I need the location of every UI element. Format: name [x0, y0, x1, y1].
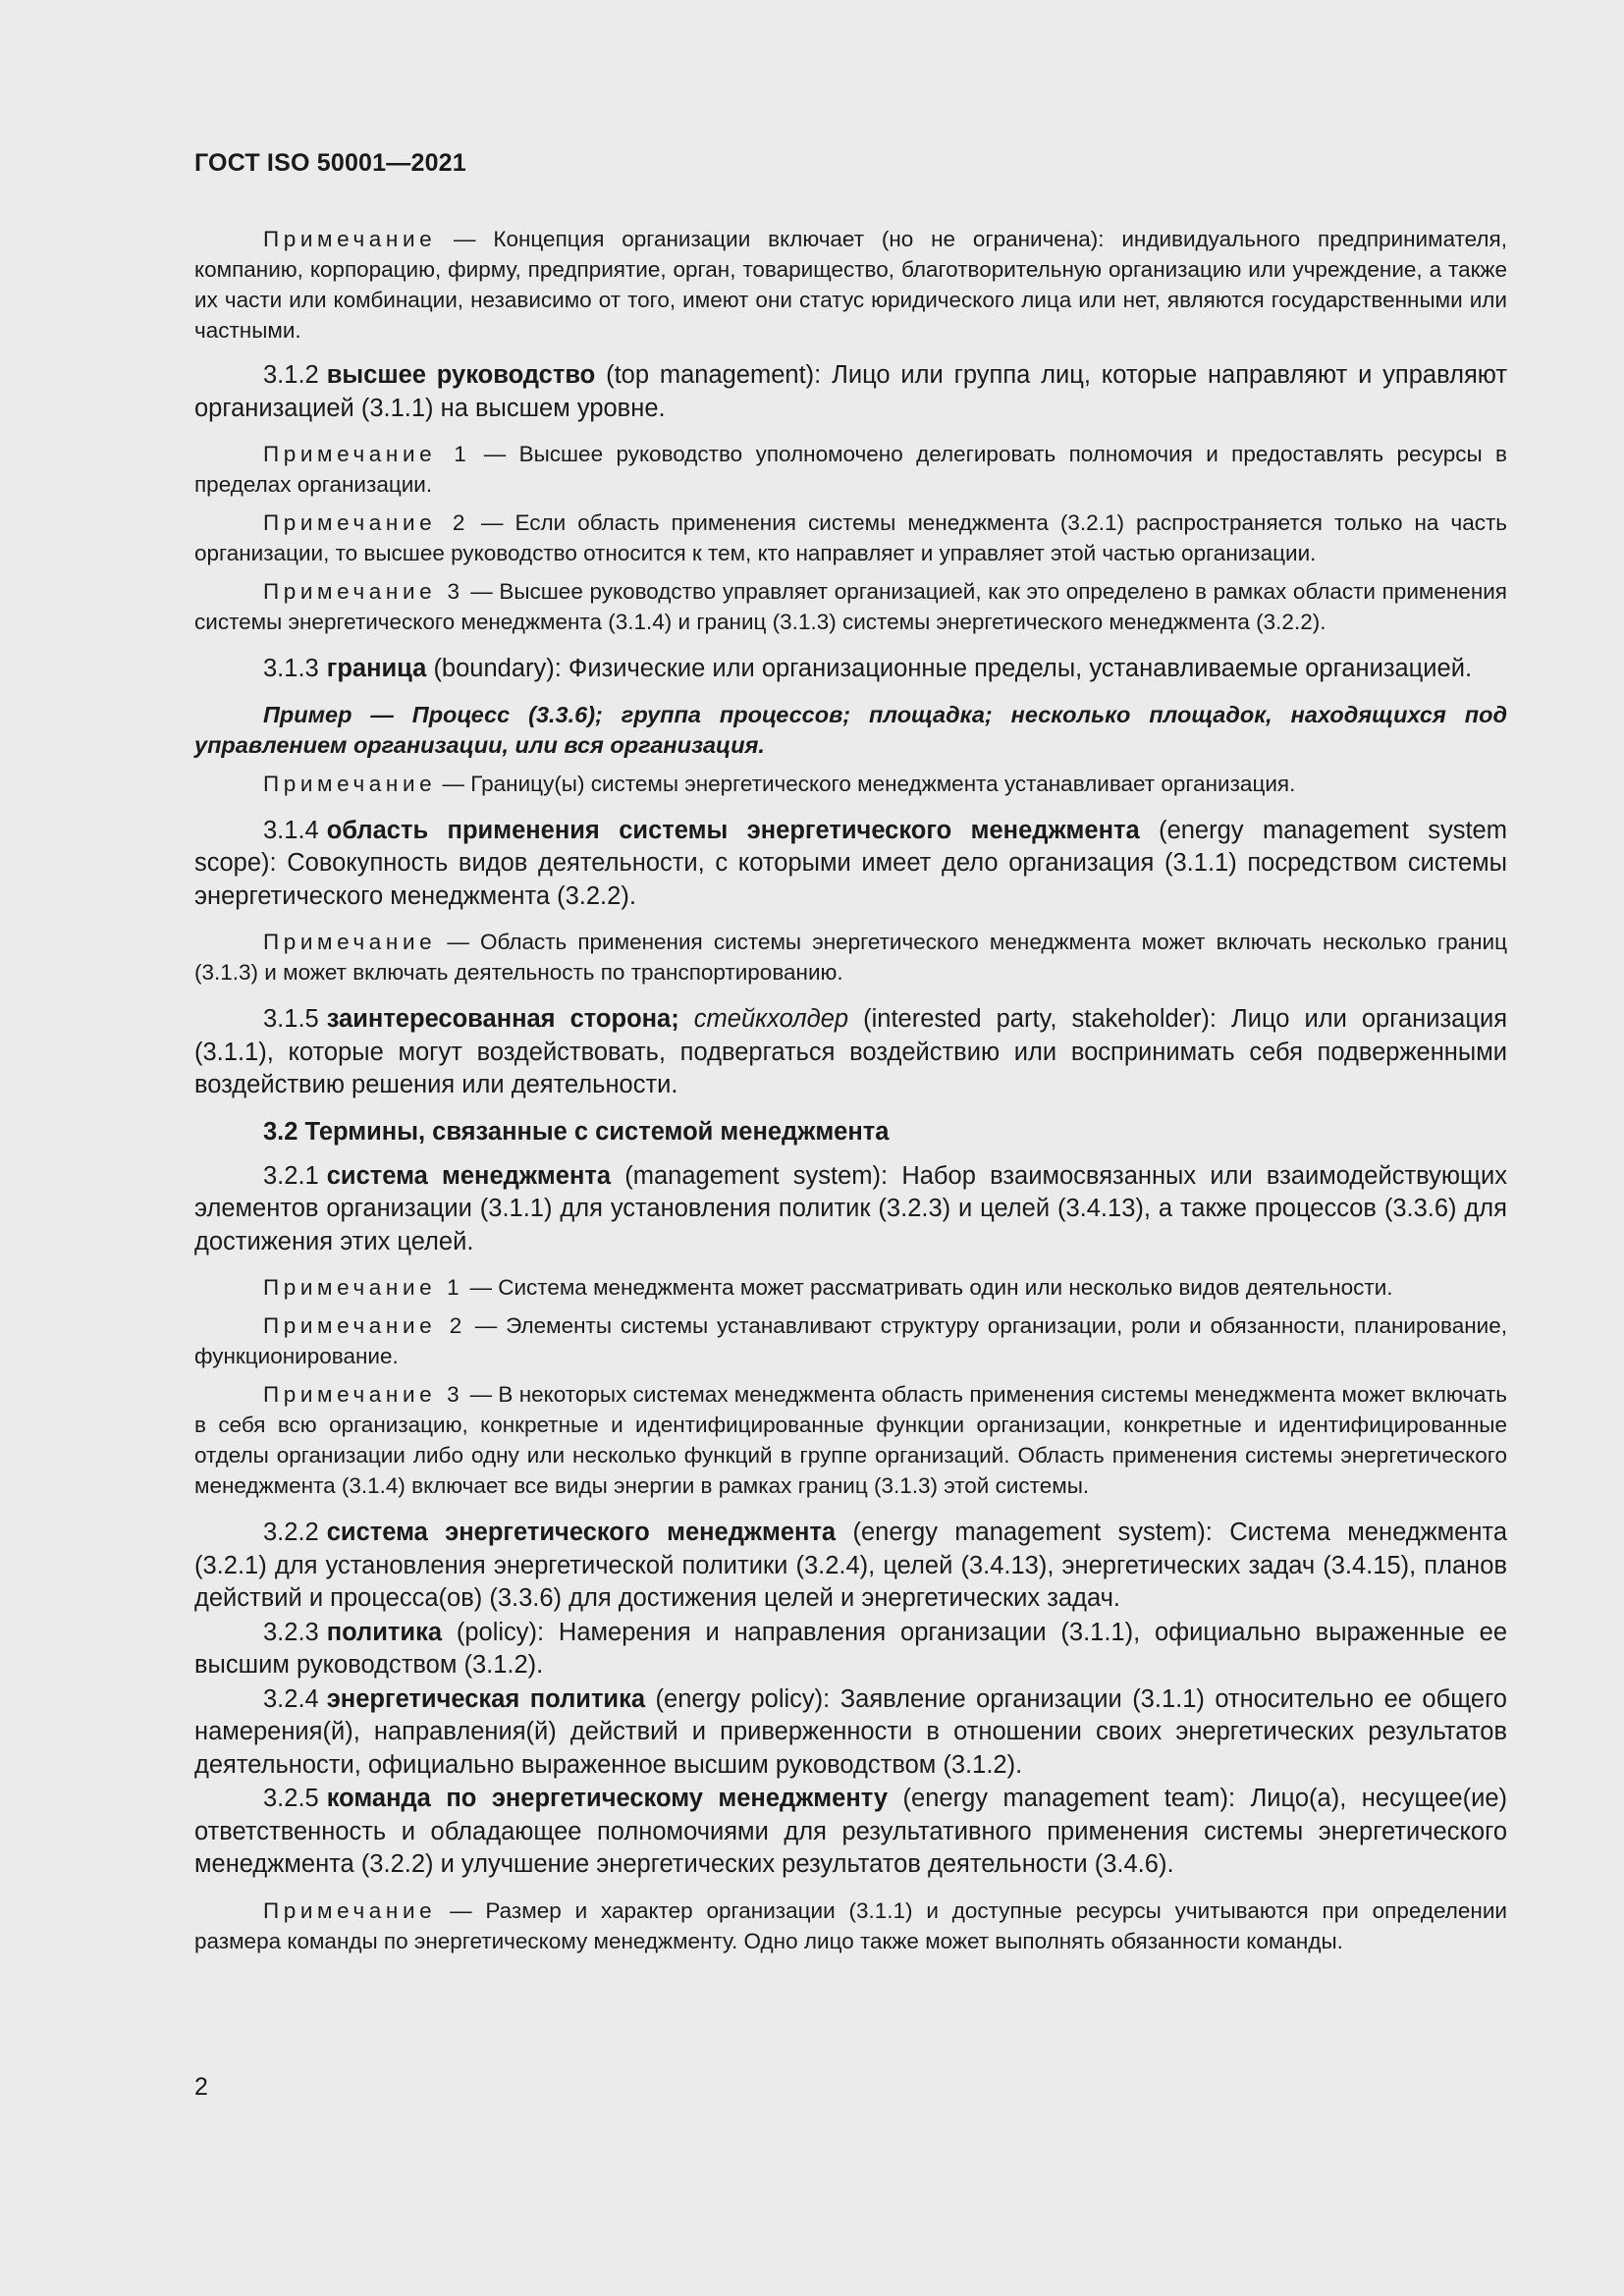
note-label: Примечание [263, 510, 437, 535]
term-3-2-2: 3.2.2 система энергетического менеджмента (energy management system): Система менеджмента (3.2.1) для установления энергетической политики (3.2.4), целей (3.4.13), энергетических задач (3.4.15), планов действий и процесса(ов) (3.3.6) для достижения целей и энергетических задач. [194, 1519, 1508, 1612]
term-name: область применения системы энергетического менеджмента [326, 816, 1140, 844]
note-paragraph: Примечание — Концепция организации включает (но не ограничена): индивидуального предпринимателя, компанию, корпорацию, фирму, предприятие, орган, товарищество, благотворительную организацию или учреждение, а также их части или комбинации, независимо от того, имеют они статус юридического лица или нет, являются государственными или частными. [194, 227, 1507, 343]
term-name: заинтересованная сторона; [326, 1005, 679, 1033]
page-number: 2 [194, 2073, 208, 2101]
note-paragraph: Примечание 1 — Система менеджмента может рассматривать один или несколько видов деятельности. [263, 1275, 1393, 1300]
note-paragraph: Примечание 2 — Если область применения системы менеджмента (3.2.1) распространяется только на часть организации, то высшее руководство относится к тем, кто направляет и управляет этой частью организации. [194, 510, 1507, 565]
note-label: Примечание [263, 930, 437, 954]
term-3-1-5: 3.1.5 заинтересованная сторона; стейкхолдер (interested party, stakeholder): Лицо или организация (3.1.1), которые могут воздействовать, подвергаться воздействию или воспринимать себя подверженными воздействию решения или деятельности. [194, 1005, 1507, 1098]
note-label: Примечание [263, 1897, 437, 1923]
document-body [194, 224, 1507, 1964]
note-paragraph: Примечание 3 — Высшее руководство управляет организацией, как это определено в рамках области применения системы энергетического менеджмента (3.1.4) и границ (3.1.3) системы энергетического менеджмента (3.2.2). [194, 579, 1507, 634]
note-label: Примечание [263, 227, 437, 251]
note-label: Примечание [263, 1382, 437, 1407]
note-paragraph: Примечание 3 — В некоторых системах менеджмента область применения системы менеджмента может включать в себя всю организацию, конкретные и идентифицированные функции организации, конкретные и идентифицированные отделы организации либо одну или несколько функций в группе организаций. Область применения системы энергетического менеджмента (3.1.4) включает все виды энергии в рамках границ (3.1.3) этой системы. [194, 1382, 1508, 1498]
section-heading-3-2: 3.2 Термины, связанные с системой менеджмента [263, 1117, 890, 1146]
example-paragraph: Пример — Процесс (3.3.6); группа процессов; площадка; несколько площадок, находящихся под управлением организации, или вся организация. [194, 701, 1507, 758]
note-paragraph: Примечание — Область применения системы энергетического менеджмента может включать несколько границ (3.1.3) и может включать деятельность по транспортированию. [194, 930, 1507, 985]
note-paragraph: Примечание 2 — Элементы системы устанавливают структуру организации, роли и обязанности, планирование, функционирование. [194, 1313, 1507, 1368]
term-3-1-2: 3.1.2 высшее руководство (top management): Лицо или группа лиц, которые направляют и управляют организацией (3.1.1) на высшем уровне. [194, 361, 1507, 422]
note-label: Примечание [263, 579, 437, 604]
note-paragraph: Примечание — Размер и характер организации (3.1.1) и доступные ресурсы учитываются при определении размера команды по энергетическому менеджменту. Одно лицо также может выполнять обязанности команды. [194, 1897, 1507, 1953]
note-label: Примечание [263, 1275, 437, 1300]
term-name: команда по энергетическому менеджменту [326, 1785, 889, 1812]
term-3-1-4: 3.1.4 область применения системы энергетического менеджмента (energy management system scope): Совокупность видов деятельности, с которыми имеет дело организация (3.1.1) посредством системы энергетического менеджмента (3.2.2). [194, 816, 1507, 910]
note-label: Примечание [263, 1313, 437, 1338]
note-paragraph: Примечание — Границу(ы) системы энергетического менеджмента устанавливает организация. [263, 771, 1296, 796]
term-3-2-1: 3.2.1 система менеджмента (management system): Набор взаимосвязанных или взаимодействующих элементов организации (3.1.1) для установления политик (3.2.3) и целей (3.4.13), а также процессов (3.3.6) для достижения этих целей. [194, 1161, 1507, 1255]
note-label: Примечание [263, 771, 437, 796]
term-name: граница [326, 655, 427, 682]
term-name: высшее руководство [326, 361, 596, 389]
term-name: система менеджмента [326, 1161, 612, 1190]
term-3-2-4: 3.2.4 энергетическая политика (energy policy): Заявление организации (3.1.1) относительно ее общего намерения(й), направления(й) действий и приверженности в отношении своих энергетических результатов деятельности, официально выраженное высшим руководством (3.1.2). [194, 1684, 1507, 1779]
note-label: Примечание [263, 442, 437, 466]
term-3-2-5: 3.2.5 команда по энергетическому менеджменту (energy management team): Лицо(а), несущее(ие) ответственность и обладающее полномочиями для результативного применения системы энергетического менеджмента (3.2.2) и улучшение энергетических результатов деятельности (3.4.6). [194, 1785, 1508, 1878]
note-paragraph: Примечание 1 — Высшее руководство уполномочено делегировать полномочия и предоставлять ресурсы в пределах организации. [194, 442, 1507, 497]
term-name: система энергетического менеджмента [326, 1519, 837, 1546]
term-name: энергетическая политика [326, 1684, 646, 1713]
term-3-1-3: 3.1.3 граница (boundary): Физические или организационные пределы, устанавливаемые организацией. [263, 655, 1473, 682]
document-header: ГОСТ ISO 50001—2021 [194, 149, 466, 177]
term-3-2-3: 3.2.3 политика (policy): Намерения и направления организации (3.1.1), официально выраженные ее высшим руководством (3.1.2). [194, 1618, 1507, 1679]
term-alt-name: стейкхолдер [693, 1005, 849, 1033]
term-name: политика [326, 1618, 443, 1646]
